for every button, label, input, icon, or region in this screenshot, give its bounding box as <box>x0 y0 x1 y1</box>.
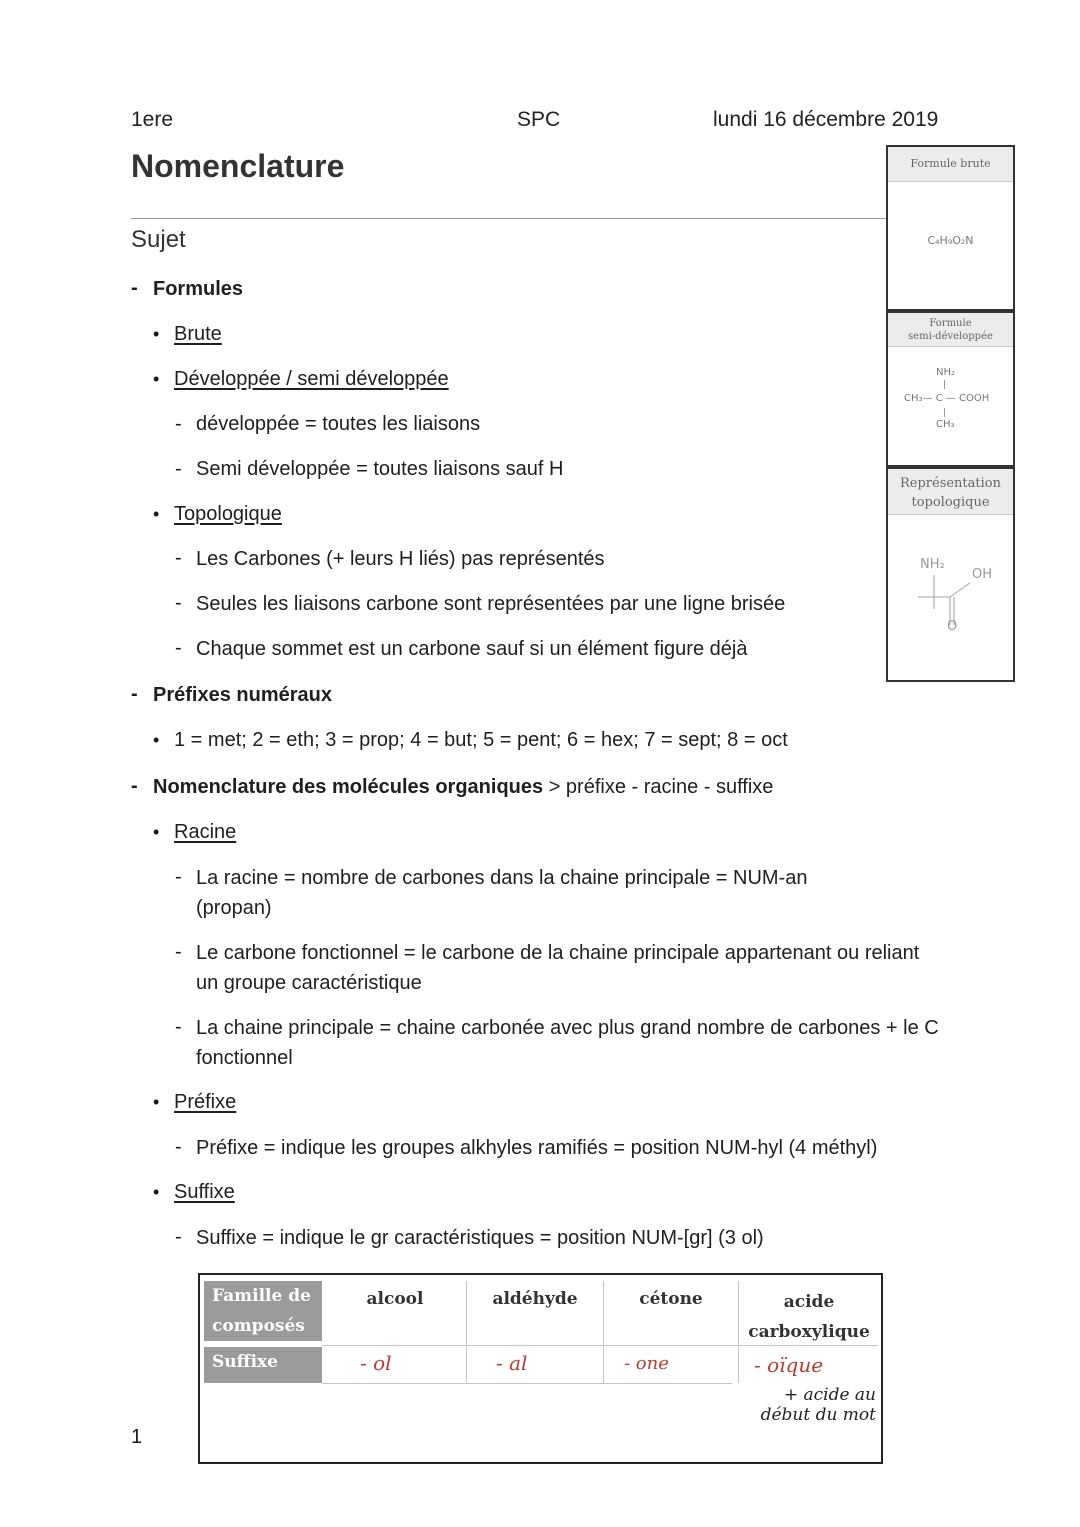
dash-marker: - <box>175 1016 182 1038</box>
developpee-item: Développée / semi développée <box>174 368 449 390</box>
semi-chain: CH₃— C — COOH <box>904 393 990 404</box>
dev-item: Semi développée = toutes liaisons sauf H <box>196 458 564 480</box>
page-number: 1 <box>131 1426 143 1448</box>
bullet-marker: • <box>153 730 160 750</box>
brute-item: Brute <box>174 323 222 345</box>
section-title: Sujet <box>131 226 186 253</box>
dash-marker: - <box>175 547 182 569</box>
dash-marker: - <box>175 458 182 480</box>
class-label: 1ere <box>131 108 174 131</box>
bond-line <box>944 408 945 417</box>
dash-marker: - <box>175 1136 182 1158</box>
page-title: Nomenclature <box>131 148 345 184</box>
title-divider <box>131 218 887 219</box>
formule-semi-label <box>888 313 1013 347</box>
topo-item: Les Carbones (+ leurs H liés) pas représentés <box>196 548 605 570</box>
suffixe-item: Suffixe <box>174 1181 235 1203</box>
topological-formula-drawing <box>888 515 1009 678</box>
prefixes-list: 1 = met; 2 = eth; 3 = prop; 4 = but; 5 = pent; 6 = hex; 7 = sept; 8 = oct <box>174 729 788 751</box>
column-divider <box>738 1281 739 1383</box>
dash-marker: - <box>175 941 182 963</box>
formule-brute-label: Formule brute <box>888 147 1013 182</box>
dash-marker: - <box>175 592 182 614</box>
racine-detail: La racine = nombre de carbones dans la chaine principale = NUM-an (propan) <box>196 867 808 919</box>
formule-semi-card <box>886 311 1015 467</box>
row-header-families: Famille de composés <box>204 1281 322 1341</box>
topologique-label-2: topologique <box>911 495 990 510</box>
dash-marker: - <box>175 866 182 888</box>
prefixes-heading: Préfixes numéraux <box>153 684 332 706</box>
formule-semi-label-1: Formule <box>929 318 972 329</box>
suffixe-detail: Suffixe = indique le gr caractéristiques = position NUM-[gr] (3 ol) <box>196 1227 764 1249</box>
bullet-marker: • <box>153 504 160 524</box>
suffix-one: - one <box>624 1353 669 1374</box>
dev-item: développée = toutes les liaisons <box>196 413 481 435</box>
bullet-marker: • <box>153 1182 160 1202</box>
topologique-card <box>886 467 1015 682</box>
column-divider <box>603 1281 604 1383</box>
semi-nh2: NH₂ <box>936 367 956 378</box>
dash-marker: - <box>175 637 182 659</box>
topologique-label-1: Représentation <box>899 476 1001 491</box>
suffix-oique: - oïque <box>754 1353 824 1377</box>
dash-marker: - <box>175 413 182 435</box>
suffix-table <box>198 1273 883 1464</box>
prefixe-item: Préfixe <box>174 1091 237 1113</box>
row-header-suffix: Suffixe <box>204 1347 322 1383</box>
bullet-marker: • <box>153 822 160 842</box>
topo-o: O <box>947 619 958 634</box>
dash-marker: - <box>175 1226 182 1248</box>
nomenclature-heading <box>153 776 773 799</box>
formule-brute-value: C₄H₉O₂N <box>927 234 974 247</box>
formules-heading: Formules <box>153 278 244 300</box>
dash-marker: - <box>131 277 138 299</box>
family-aldehyde: aldéhyde <box>492 1289 578 1309</box>
date-label: lundi 16 décembre 2019 <box>713 108 939 131</box>
bond-line <box>944 380 945 389</box>
dash-marker: - <box>131 775 138 797</box>
racine-detail: La chaine principale = chaine carbonée avec plus grand nombre de carbones + le C fonctionnel <box>196 1017 939 1069</box>
racine-detail: Le carbone fonctionnel = le carbone de la chaine principale appartenant ou reliant un groupe caractéristique <box>196 942 920 994</box>
row-divider <box>322 1383 732 1384</box>
topo-item: Chaque sommet est un carbone sauf si un élément figure déjà <box>196 638 748 660</box>
semi-ch3: CH₃ <box>936 419 955 430</box>
suffix-ol: - ol <box>360 1351 392 1375</box>
dash-marker: - <box>131 683 138 705</box>
suffix-al: - al <box>496 1351 528 1375</box>
topologique-label <box>888 469 1013 515</box>
column-divider <box>466 1281 467 1383</box>
nomenclature-heading-text: Nomenclature des molécules organiques <box>153 776 544 798</box>
topo-oh: OH <box>972 567 993 582</box>
topologique-item: Topologique <box>174 503 282 525</box>
semi-structure <box>888 347 1013 463</box>
topologique-structure <box>888 515 1013 678</box>
formule-brute-card <box>886 145 1015 311</box>
handwritten-note: + acide au début du mot <box>760 1385 876 1425</box>
subject-label: SPC <box>517 108 561 131</box>
topo-nh2: NH₂ <box>920 557 945 572</box>
formule-semi-label-2: semi-développée <box>908 331 993 342</box>
nomenclature-heading-tail: > préfixe - racine - suffixe <box>548 776 774 798</box>
prefixe-detail: Préfixe = indique les groupes alkhyles ramifiés = position NUM-hyl (4 méthyl) <box>196 1137 878 1159</box>
family-alcool: alcool <box>366 1289 424 1309</box>
family-acide-carboxylique: acide carboxylique <box>748 1292 870 1342</box>
family-cetone: cétone <box>639 1289 703 1309</box>
topo-item: Seules les liaisons carbone sont représentées par une ligne brisée <box>196 593 786 615</box>
bullet-marker: • <box>153 369 160 389</box>
bullet-marker: • <box>153 1092 160 1112</box>
bullet-marker: • <box>153 324 160 344</box>
racine-item: Racine <box>174 821 237 843</box>
